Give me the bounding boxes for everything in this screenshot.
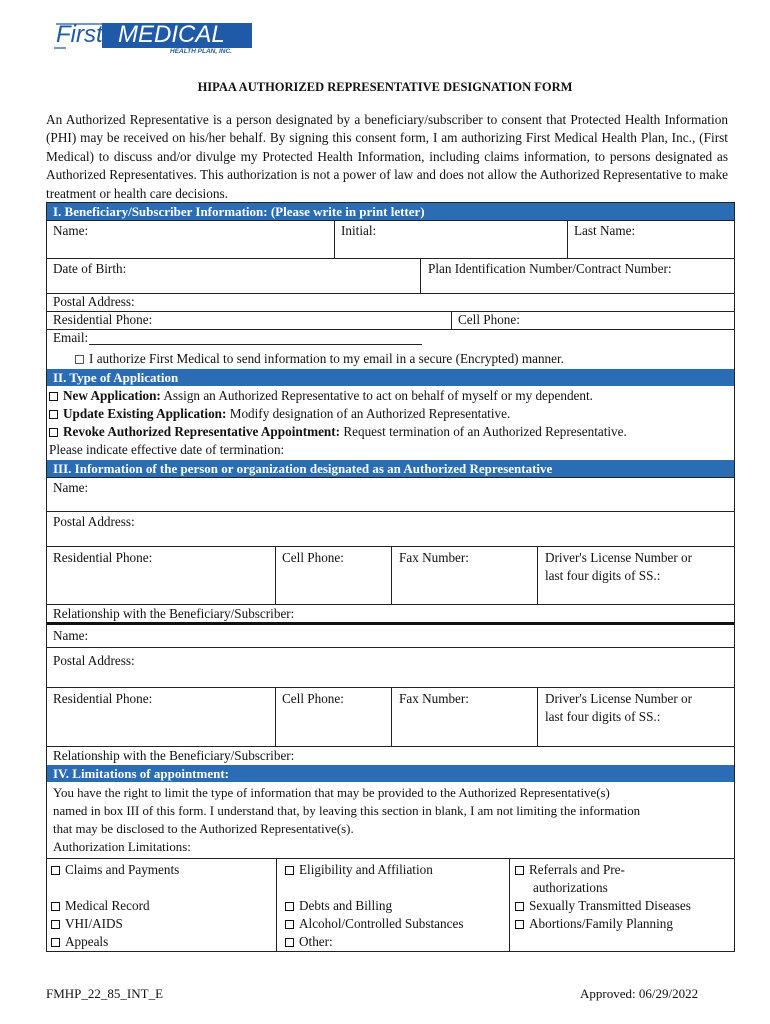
medical-record-checkbox[interactable]	[51, 902, 60, 911]
abortions-family-planning-label: Abortions/Family Planning	[529, 916, 673, 931]
rep2-residential-phone-label: Residential Phone:	[53, 691, 153, 706]
cell-phone-label: Cell Phone:	[458, 312, 520, 327]
section-1-header: I. Beneficiary/Subscriber Information: (Please write in print letter)	[47, 203, 734, 220]
rep1-license-field[interactable]	[537, 547, 734, 604]
plan-id-field[interactable]	[420, 259, 734, 293]
rep1-residential-phone-field[interactable]	[47, 547, 275, 604]
rep1-relationship-field[interactable]	[47, 604, 734, 622]
debts-billing-label: Debts and Billing	[299, 898, 393, 913]
rep1-postal-field[interactable]	[47, 511, 734, 546]
option-eligibility-affiliation[interactable]	[285, 862, 433, 878]
rep1-residential-phone-label: Residential Phone:	[53, 550, 153, 565]
termination-date-label: Please indicate effective date of termination:	[49, 442, 285, 457]
other-label: Other:	[299, 934, 333, 949]
section-4-header: IV. Limitations of appointment:	[47, 765, 734, 782]
eligibility-affiliation-checkbox[interactable]	[285, 866, 294, 875]
option-medical-record[interactable]	[51, 898, 150, 914]
limitations-text	[53, 784, 729, 856]
approved-date: Approved: 06/29/2022	[580, 986, 699, 1001]
limitations-grid	[47, 858, 734, 951]
vhi-aids-label: VHI/AIDS	[65, 916, 123, 931]
option-revoke-appointment[interactable]	[47, 423, 734, 441]
revoke-appointment-checkbox[interactable]	[49, 428, 58, 437]
rep2-license-field[interactable]	[537, 688, 734, 746]
limitations-col-1	[47, 859, 276, 951]
option-update-application[interactable]	[47, 405, 734, 423]
limitations-text-line2: named in box III of this form. I understand that, by leaving this section in blank, I am not limiting the information	[53, 804, 641, 818]
rep2-postal-label: Postal Address:	[53, 653, 135, 668]
rep1-cell-phone-field[interactable]	[275, 547, 391, 604]
dob-label: Date of Birth:	[53, 261, 127, 276]
rep2-cell-phone-label: Cell Phone:	[282, 691, 344, 706]
new-application-title: New Application:	[63, 388, 161, 403]
initial-field[interactable]	[334, 221, 567, 258]
revoke-appointment-text: Request termination of an Authorized Representative.	[340, 424, 627, 439]
rep1-license-label-line1: Driver's License Number or	[545, 550, 693, 565]
limitations-text-line1: You have the right to limit the type of information that may be provided to the Authorized Representative(s)	[53, 786, 610, 800]
logo-tagline: HEALTH PLAN, INC.	[170, 48, 232, 55]
form-code: FMHP_22_85_INT_E	[46, 986, 164, 1001]
residential-phone-label: Residential Phone:	[53, 312, 153, 327]
authorization-limitations-label: Authorization Limitations:	[53, 840, 191, 854]
postal-address-label: Postal Address:	[53, 294, 135, 309]
dob-field[interactable]	[47, 259, 420, 293]
rep2-fax-label: Fax Number:	[399, 691, 469, 706]
cell-phone-field[interactable]	[451, 312, 734, 329]
update-application-checkbox[interactable]	[49, 410, 58, 419]
rep1-name-label: Name:	[53, 480, 89, 495]
rep2-residential-phone-field[interactable]	[47, 688, 275, 746]
referrals-checkbox[interactable]	[515, 866, 524, 875]
option-vhi-aids[interactable]	[51, 916, 123, 932]
email-consent-checkbox[interactable]	[75, 355, 84, 364]
eligibility-affiliation-label: Eligibility and Affiliation	[299, 862, 433, 877]
claims-payments-checkbox[interactable]	[51, 866, 60, 875]
option-new-application[interactable]	[47, 387, 734, 405]
rep2-postal-field[interactable]	[47, 647, 734, 687]
termination-date-field[interactable]	[47, 441, 734, 459]
option-other[interactable]	[285, 934, 333, 950]
rep1-fax-field[interactable]	[391, 547, 537, 604]
residential-phone-field[interactable]	[47, 312, 451, 329]
rep2-name-field[interactable]	[47, 622, 734, 647]
new-application-text: Assign an Authorized Representative to act on behalf of myself or my dependent.	[160, 388, 593, 403]
form-table	[46, 202, 735, 952]
rep1-fax-label: Fax Number:	[399, 550, 469, 565]
logo-word-first: First	[56, 21, 103, 48]
section-3-header: III. Information of the person or organization designated as an Authorized Representative	[47, 460, 734, 477]
email-consent-text: I authorize First Medical to send information to my email in a secure (Encrypted) manner.	[89, 351, 564, 366]
rep1-postal-label: Postal Address:	[53, 514, 135, 529]
revoke-appointment-title: Revoke Authorized Representative Appointment:	[63, 424, 341, 439]
alcohol-substances-checkbox[interactable]	[285, 920, 294, 929]
std-checkbox[interactable]	[515, 902, 524, 911]
application-type-options	[47, 387, 734, 459]
option-alcohol-substances[interactable]	[285, 916, 463, 932]
rep1-relationship-label: Relationship with the Beneficiary/Subscriber:	[53, 606, 295, 621]
section-2-header: II. Type of Application	[47, 369, 734, 386]
referrals-label-line2: authorizations	[533, 880, 608, 895]
email-input-line[interactable]	[89, 344, 422, 345]
update-application-title: Update Existing Application:	[63, 406, 227, 421]
update-application-text: Modify designation of an Authorized Representative.	[226, 406, 511, 421]
limitations-col-2	[276, 859, 509, 951]
last-name-field[interactable]	[567, 221, 734, 258]
email-label: Email:	[53, 330, 89, 345]
appeals-label: Appeals	[65, 934, 109, 949]
name-label: Name:	[53, 223, 89, 238]
email-consent-option[interactable]	[75, 351, 564, 367]
option-debts-billing[interactable]	[285, 898, 392, 914]
name-row	[47, 220, 734, 258]
claims-payments-label: Claims and Payments	[65, 862, 180, 877]
logo-word-medical: MEDICAL	[118, 21, 225, 48]
rep1-license-label-line2: last four digits of SS.:	[545, 568, 661, 583]
rep2-contact-row	[47, 687, 734, 746]
std-label: Sexually Transmitted Diseases	[529, 898, 691, 913]
rep2-fax-field[interactable]	[391, 688, 537, 746]
rep2-license-label-line2: last four digits of SS.:	[545, 709, 661, 724]
rep1-contact-row	[47, 546, 734, 604]
limitations-text-line3: that may be disclosed to the Authorized Representative(s).	[53, 822, 354, 836]
abortions-family-planning-checkbox[interactable]	[515, 920, 524, 929]
rep2-relationship-label: Relationship with the Beneficiary/Subscriber:	[53, 748, 295, 763]
dob-row	[47, 258, 734, 293]
rep1-cell-phone-label: Cell Phone:	[282, 550, 344, 565]
name-field[interactable]	[47, 221, 334, 258]
email-block	[47, 329, 734, 369]
limitations-col-3	[509, 859, 734, 951]
phone-row	[47, 311, 734, 329]
option-abortions-family-planning[interactable]	[515, 916, 673, 932]
referrals-label-line1: Referrals and Pre-	[529, 862, 625, 877]
rep2-name-label: Name:	[53, 628, 89, 643]
new-application-checkbox[interactable]	[49, 392, 58, 401]
rep2-cell-phone-field[interactable]	[275, 688, 391, 746]
rep2-relationship-field[interactable]	[47, 746, 734, 764]
rep1-name-field[interactable]	[47, 477, 734, 511]
form-title: HIPAA AUTHORIZED REPRESENTATIVE DESIGNATION FORM	[197, 80, 573, 94]
appeals-checkbox[interactable]	[51, 938, 60, 947]
rep2-license-label-line1: Driver's License Number or	[545, 691, 693, 706]
other-checkbox[interactable]	[285, 938, 294, 947]
option-std[interactable]	[515, 898, 691, 914]
intro-paragraph: An Authorized Representative is a person designated by a beneficiary/subscriber to consent that Protected Health Information (PHI) may be received on his/her behalf. By signing this consent form, I am authorizing First Medical Health Plan, Inc., (First Medical) to discuss and/or divulge my Protected Health Information, including claims information, to persons designated as Authorized Representatives. This authorization is not a power of law and does not allow the Authorized Representative to make treatment or health care decisions.	[46, 112, 728, 201]
last-name-label: Last Name:	[574, 223, 636, 238]
logo	[52, 22, 256, 56]
option-appeals[interactable]	[51, 934, 108, 950]
option-claims-payments[interactable]	[51, 862, 179, 878]
debts-billing-checkbox[interactable]	[285, 902, 294, 911]
vhi-aids-checkbox[interactable]	[51, 920, 60, 929]
option-referrals[interactable]	[515, 862, 625, 878]
plan-id-label: Plan Identification Number/Contract Number:	[428, 261, 672, 276]
initial-label: Initial:	[341, 223, 377, 238]
postal-address-field[interactable]	[47, 293, 734, 311]
alcohol-substances-label: Alcohol/Controlled Substances	[299, 916, 464, 931]
medical-record-label: Medical Record	[65, 898, 150, 913]
